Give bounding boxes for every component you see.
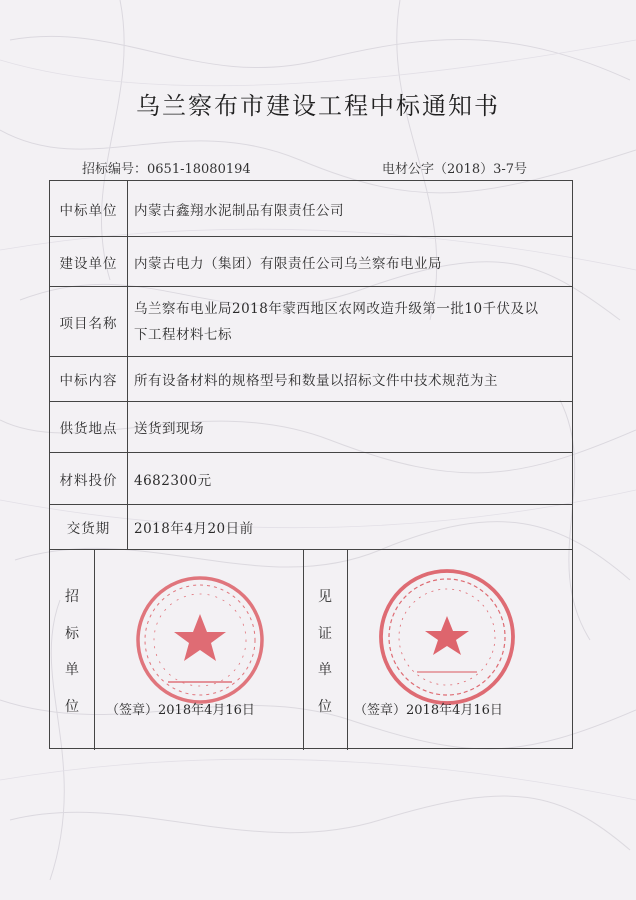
row-value: 4682300元 (134, 472, 212, 489)
bid-number-value: 0651-18080194 (147, 162, 251, 177)
project-name-line2: 下工程材料七标 (134, 326, 232, 343)
row-project-name (50, 287, 572, 357)
row-value: 所有设备材料的规格型号和数量以招标文件中技术规范为主 (134, 373, 498, 389)
bidding-unit-seal (130, 570, 270, 710)
bidding-unit-sign-date: （签章）2018年4月16日 (106, 703, 255, 718)
witness-unit-sign-date: （签章）2018年4月16日 (354, 703, 503, 718)
row-label: 中标单位 (50, 181, 128, 236)
row-label: 供货地点 (50, 402, 128, 452)
row-value: 内蒙古鑫翔水泥制品有限责任公司 (134, 202, 344, 219)
row-value: 2018年4月20日前 (134, 521, 254, 537)
bidding-unit-label: 招 标 单 位 (65, 589, 79, 715)
witness-unit-label: 见 证 单 位 (318, 589, 332, 715)
row-value: 送货到现场 (134, 421, 204, 437)
row-material-price (50, 453, 572, 505)
document-reference: 电材公字（2018）3-7号 (382, 162, 528, 177)
witness-unit-seal (372, 562, 522, 712)
row-value: 内蒙古电力（集团）有限责任公司乌兰察布电业局 (134, 255, 442, 272)
row-winning-content (50, 357, 572, 402)
row-label: 中标内容 (50, 357, 128, 401)
document-title: 乌兰察布市建设工程中标通知书 (136, 92, 500, 120)
row-delivery-location (50, 402, 572, 453)
row-label: 材料投价 (50, 453, 128, 504)
row-construction-unit (50, 237, 572, 287)
row-value (134, 287, 564, 356)
row-winning-unit (50, 181, 572, 237)
row-delivery-period (50, 505, 572, 550)
row-label: 建设单位 (50, 237, 128, 286)
signature-section (50, 550, 572, 750)
bid-number (82, 158, 251, 177)
divider (94, 550, 95, 750)
divider (347, 550, 348, 750)
row-label: 交货期 (50, 505, 128, 549)
project-name-line1: 乌兰察布电业局2018年蒙西地区农网改造升级第一批10千伏及以 (134, 300, 539, 317)
bid-number-label: 招标编号： (82, 162, 148, 177)
row-label: 项目名称 (50, 287, 128, 356)
notice-form-table (49, 180, 573, 749)
